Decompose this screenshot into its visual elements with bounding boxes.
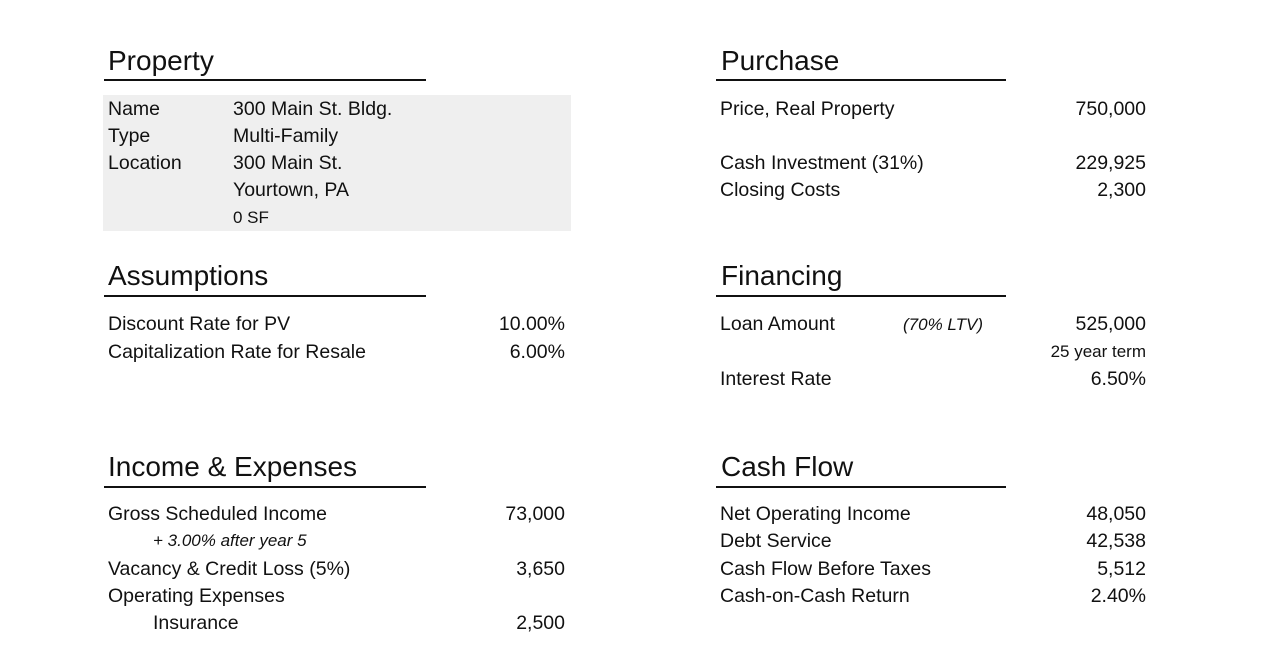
financing-heading: Financing — [721, 260, 843, 291]
gross-scheduled-income-label: Gross Scheduled Income — [108, 503, 327, 525]
cap-rate-value: 6.00% — [509, 341, 565, 363]
operating-expenses-label: Operating Expenses — [108, 585, 285, 607]
cash-investment-value: 229,925 — [1075, 152, 1146, 174]
vacancy-label: Vacancy & Credit Loss (5%) — [108, 558, 351, 580]
vacancy-value: 3,650 — [516, 558, 565, 580]
income-expenses-heading-rule — [104, 486, 426, 488]
debt-service-value: 42,538 — [1086, 530, 1146, 552]
discount-rate-label: Discount Rate for PV — [108, 313, 291, 335]
cash-flow-heading: Cash Flow — [721, 451, 854, 482]
assumptions-heading-rule — [104, 295, 426, 297]
price-label: Price, Real Property — [720, 98, 895, 120]
insurance-value: 2,500 — [516, 612, 565, 634]
ltv-note: (70% LTV) — [903, 315, 983, 334]
financing-heading-rule — [716, 295, 1006, 297]
cash-on-cash-value: 2.40% — [1090, 585, 1146, 607]
name-value: 300 Main St. Bldg. — [233, 98, 393, 120]
loan-amount-label: Loan Amount — [720, 313, 835, 335]
cash-investment-label: Cash Investment (31%) — [720, 152, 924, 174]
interest-rate-value: 6.50% — [1090, 368, 1146, 390]
closing-costs-label: Closing Costs — [720, 179, 841, 201]
debt-service-label: Debt Service — [720, 530, 832, 552]
property-heading-rule — [104, 79, 426, 81]
cash-flow-before-taxes-value: 5,512 — [1097, 558, 1146, 580]
price-value: 750,000 — [1075, 98, 1146, 120]
discount-rate-value: 10.00% — [498, 313, 565, 335]
type-label: Type — [108, 125, 151, 147]
gross-scheduled-income-value: 73,000 — [505, 503, 565, 525]
type-value: Multi-Family — [233, 125, 339, 147]
interest-rate-label: Interest Rate — [720, 368, 832, 390]
cash-on-cash-label: Cash-on-Cash Return — [720, 585, 910, 607]
cash-flow-heading-rule — [716, 486, 1006, 488]
name-label: Name — [108, 98, 161, 120]
purchase-heading: Purchase — [721, 45, 840, 76]
cash-flow-before-taxes-label: Cash Flow Before Taxes — [720, 558, 931, 580]
property-heading: Property — [108, 45, 214, 76]
income-growth-note: + 3.00% after year 5 — [153, 531, 307, 550]
purchase-heading-rule — [716, 79, 1006, 81]
property-size: 0 SF — [233, 208, 269, 227]
cap-rate-label: Capitalization Rate for Resale — [108, 341, 366, 363]
assumptions-heading: Assumptions — [108, 260, 269, 291]
loan-amount-value: 525,000 — [1075, 313, 1146, 335]
location-line-2: Yourtown, PA — [233, 179, 349, 201]
noi-value: 48,050 — [1086, 503, 1146, 525]
noi-label: Net Operating Income — [720, 503, 911, 525]
location-line-1: 300 Main St. — [233, 152, 343, 174]
location-label: Location — [108, 152, 182, 174]
insurance-label: Insurance — [153, 612, 239, 634]
closing-costs-value: 2,300 — [1097, 179, 1146, 201]
income-expenses-heading: Income & Expenses — [108, 451, 358, 482]
loan-term: 25 year term — [1050, 342, 1146, 361]
